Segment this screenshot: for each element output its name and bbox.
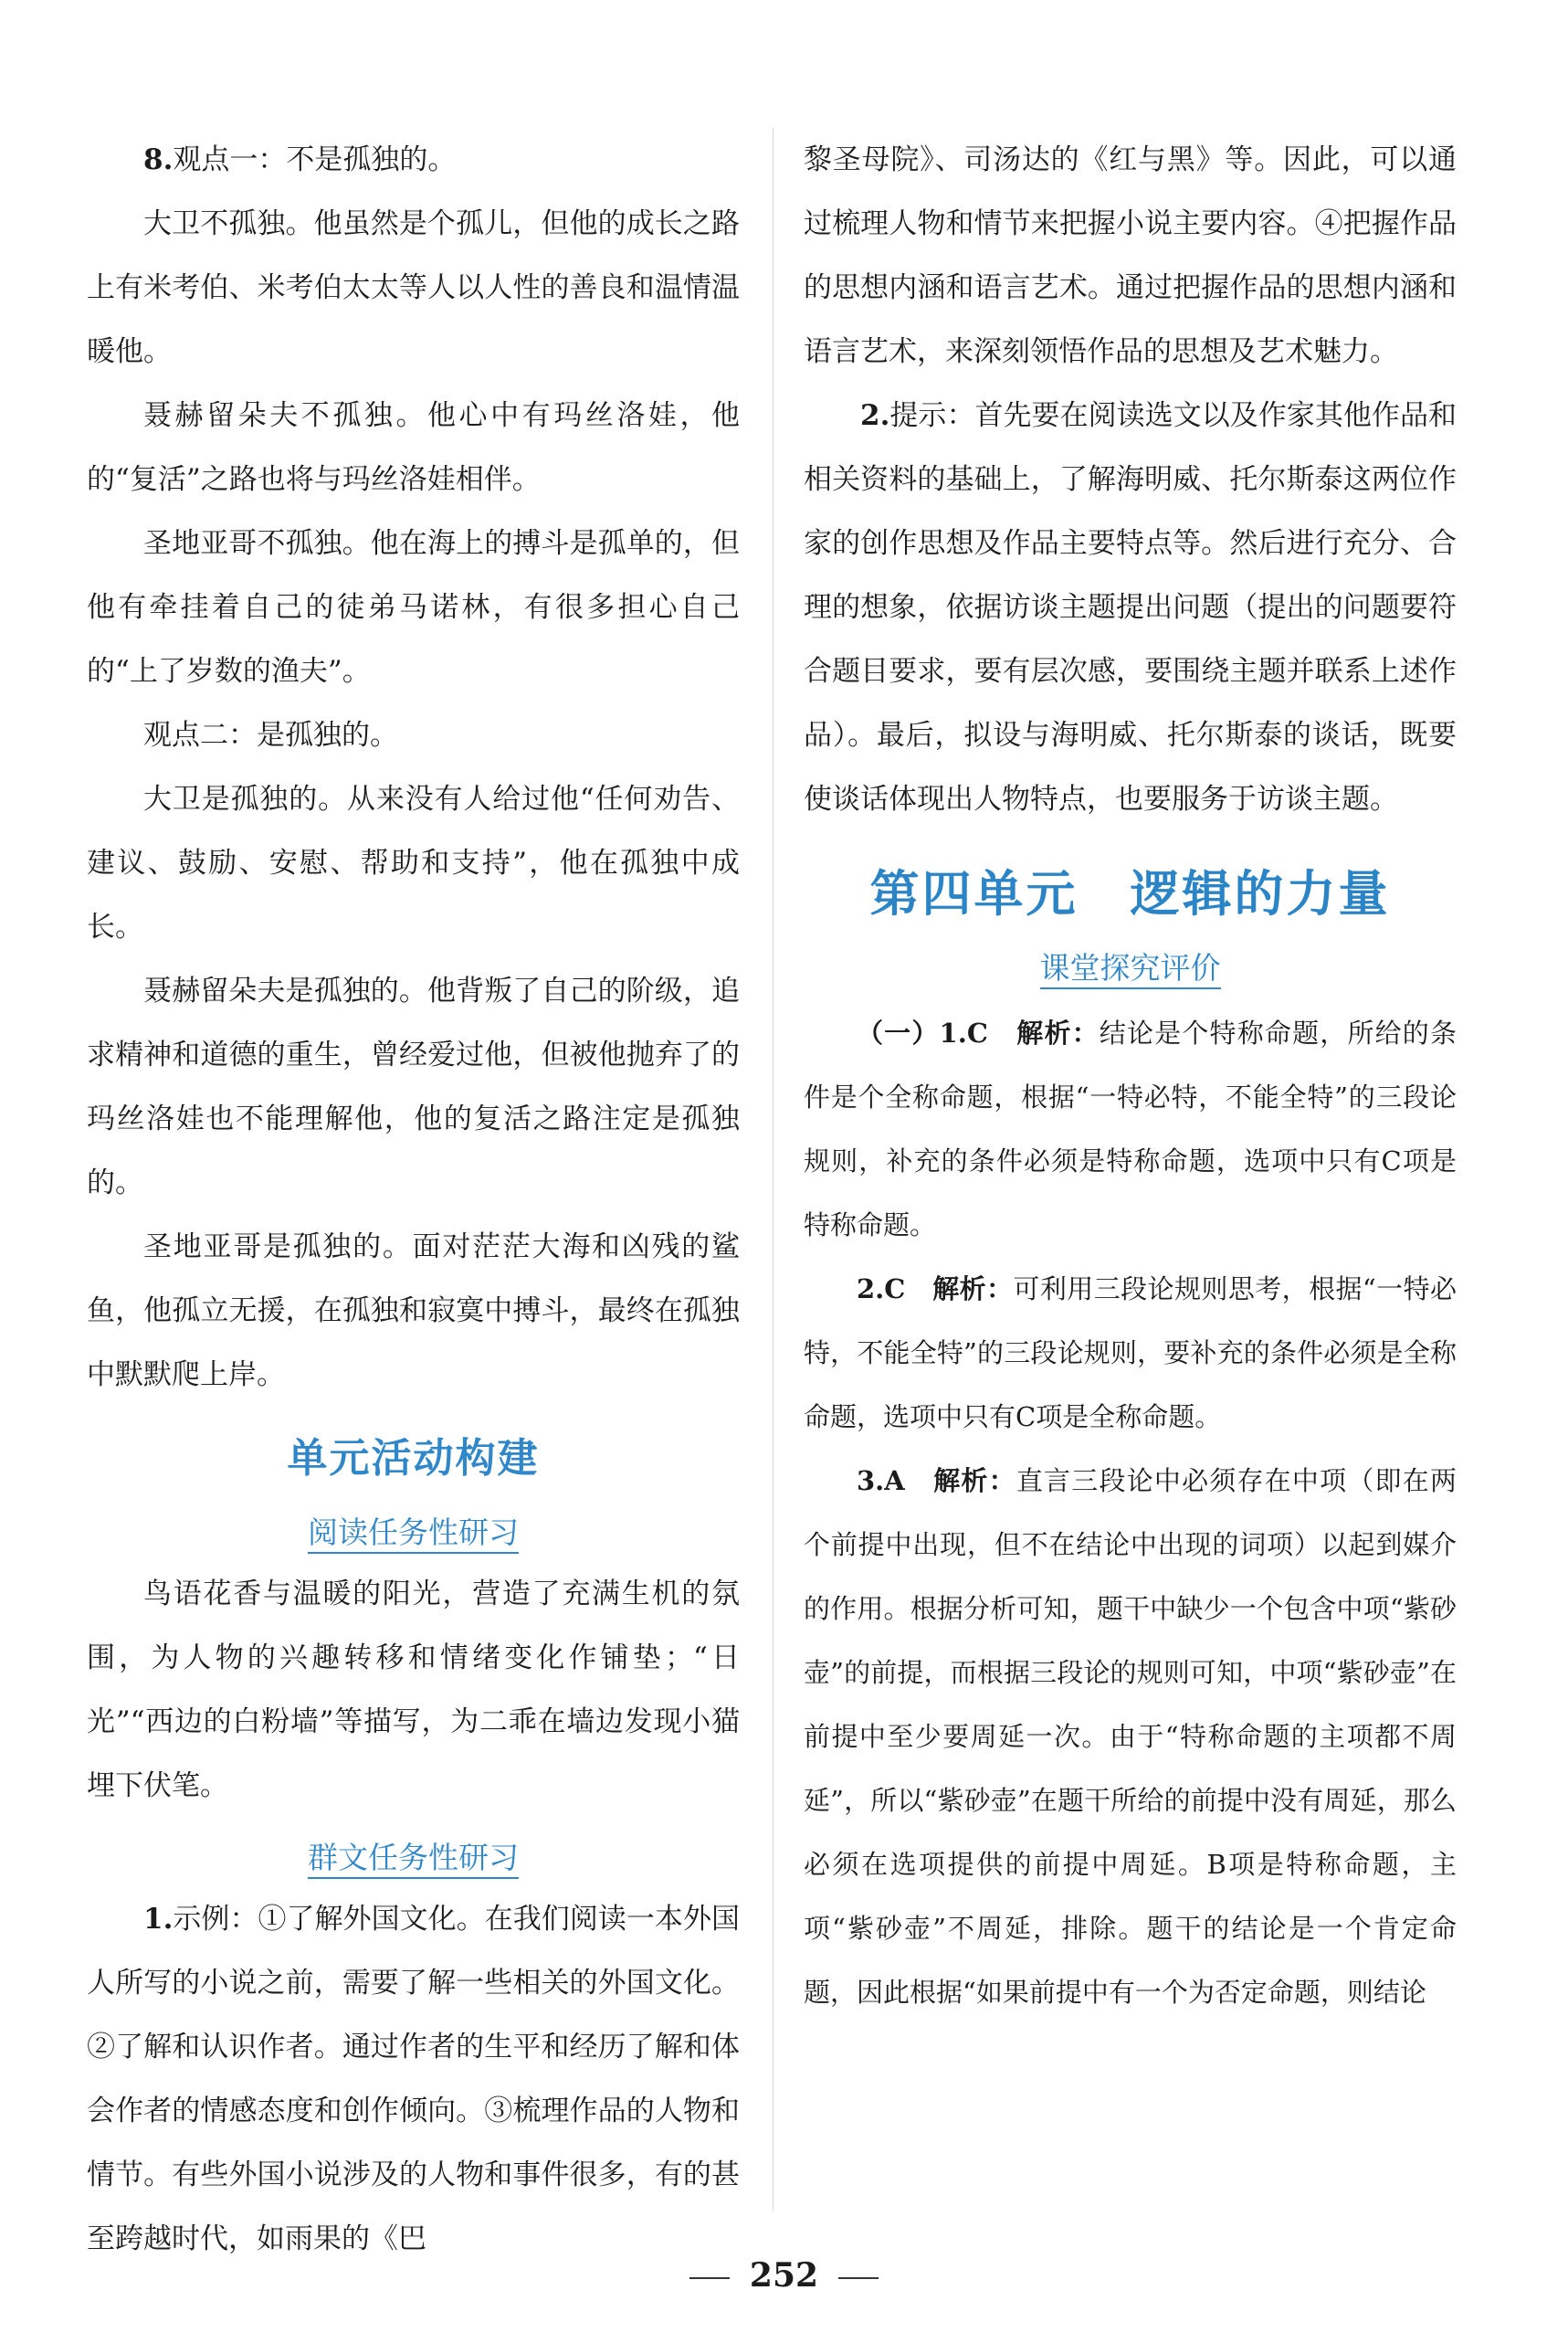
- paragraph: 圣地亚哥是孤独的。面对茫茫大海和凶残的鲨鱼，他孤立无援，在孤独和寂寞中搏斗，最终在孤独中默默爬上岸。: [87, 1230, 740, 1391]
- analysis-label: 解析：: [932, 1273, 1014, 1304]
- paragraph-text: 示例：①了解外国文化。在我们阅读一本外国人所写的小说之前，需要了解一些相关的外国文化。②了解和认识作者。通过作者的生平和经历了解和体会作者的情感态度和创作倾向。③梳理作品的人物和情节。有些外国小说涉及的人物和事件很多，有的甚至跨越时代，如雨果的《巴: [87, 1903, 740, 2255]
- section-title: 单元活动构建: [287, 1435, 540, 1482]
- analysis-label: 解析：: [933, 1465, 1016, 1496]
- paragraph: 聂赫留朵夫是孤独的。他背叛了自己的阶级，追求精神和道德的重生，曾经爱过他，但被他抛弃了的玛丝洛娃也不能理解他，他的复活之路注定是孤独的。: [87, 975, 740, 1199]
- answer-text: 结论是个特称命题，所给的条件是个全称命题，根据“一特必特，不能全特”的三段论规则，补充的条件必须是特称命题，选项中只有C项是特称命题。: [804, 1018, 1457, 1240]
- answer-number: 3.A: [857, 1465, 905, 1496]
- answer-2: [804, 384, 1457, 831]
- answer-row: [804, 1257, 1457, 1449]
- answer-text: 直言三段论中必须存在中项（即在两个前提中出现，但不在结论中出现的词项）以起到媒介的作用。根据分析可知，题干中缺少一个包含中项“紫砂壶”的前提，而根据三段论的规则可知，中项“紫砂壶”在前提中至少要周延一次。由于“特称命题的主项都不周延”，所以“紫砂壶”在题干所给的前提中没有周延，那么必须在选项提供的前提中周延。B项是特称命题，主项“紫砂壶”不周延，排除。题干的结论是一个肯定命题，因此根据“如果前提中有一个为否定命题，则结论: [804, 1465, 1457, 2008]
- paragraph: 圣地亚哥不孤独。他在海上的搏斗是孤单的，但他有牵挂着自己的徒弟马诺林，有很多担心自己的“上了岁数的渔夫”。: [87, 527, 740, 688]
- question-number: 1.: [143, 1903, 174, 1936]
- unit-title: 第四单元 逻辑的力量: [869, 864, 1391, 923]
- subsection-title-group: [87, 1829, 740, 1887]
- left-column: [87, 128, 740, 2271]
- right-column: [804, 128, 1457, 2024]
- paragraph: 聂赫留朵夫不孤独。他心中有玛丝洛娃，他的“复活”之路也将与玛丝洛娃相伴。: [87, 399, 740, 496]
- subsection-title-text: 阅读任务性研习: [308, 1515, 519, 1554]
- dash-right: [838, 2277, 879, 2279]
- page-number: [0, 2256, 1568, 2295]
- answer-number: （一）1.C: [857, 1018, 988, 1049]
- continued-paragraph: 黎圣母院》、司汤达的《红与黑》等。因此，可以通过梳理人物和情节来把握小说主要内容。④把握作品的思想内涵和语言艺术。通过把握作品的思想内涵和语言艺术，来深刻领悟作品的思想及艺术魅力。: [804, 143, 1457, 368]
- answer-1: [87, 1887, 740, 2271]
- page-number-text: 252: [749, 2256, 819, 2295]
- subsection-title-text: 课堂探究评价: [1040, 950, 1221, 989]
- paragraph: 大卫是孤独的。从来没有人给过他“任何劝告、建议、鼓励、安慰、帮助和支持”，他在孤独中成长。: [87, 783, 740, 944]
- question-number: 2.: [860, 399, 890, 432]
- subsection-title-class: [804, 939, 1457, 997]
- answer-row: [804, 1449, 1457, 2024]
- analysis-label: 解析：: [1016, 1018, 1100, 1049]
- dash-left: [689, 2277, 730, 2279]
- subsection-title-text: 群文任务性研习: [308, 1840, 519, 1879]
- paragraph: 观点二：是孤独的。: [143, 719, 398, 752]
- answer-8-heading: [87, 128, 740, 192]
- paragraph: 大卫不孤独。他虽然是个孤儿，但他的成长之路上有米考伯、米考伯太太等人以人性的善良和温情温暖他。: [87, 207, 740, 368]
- answer-row: [804, 1001, 1457, 1257]
- answer-number: 2.C: [857, 1273, 906, 1304]
- paragraph-text: 提示：首先要在阅读选文以及作家其他作品和相关资料的基础上，了解海明威、托尔斯泰这两位作家的创作思想及作品主要特点等。然后进行充分、合理的想象，依据访谈主题提出问题（提出的问题要符合题目要求，要有层次感，要围绕主题并联系上述作品）。最后，拟设与海明威、托尔斯泰的谈话，既要使谈话体现出人物特点，也要服务于访谈主题。: [804, 399, 1457, 816]
- paragraph: 鸟语花香与温暖的阳光，营造了充满生机的氛围，为人物的兴趣转移和情绪变化作铺垫；“日光”“西边的白粉墙”等描写，为二乖在墙边发现小猫埋下伏笔。: [87, 1578, 740, 1802]
- answer-text: 可利用三段论规则思考，根据“一特必特，不能全特”的三段论规则，要补充的条件必须是全称命题，选项中只有C项是全称命题。: [804, 1273, 1457, 1432]
- question-number: 8.: [143, 143, 174, 176]
- subsection-title-reading: [87, 1504, 740, 1562]
- paragraph-text: 观点一：不是孤独的。: [173, 143, 457, 176]
